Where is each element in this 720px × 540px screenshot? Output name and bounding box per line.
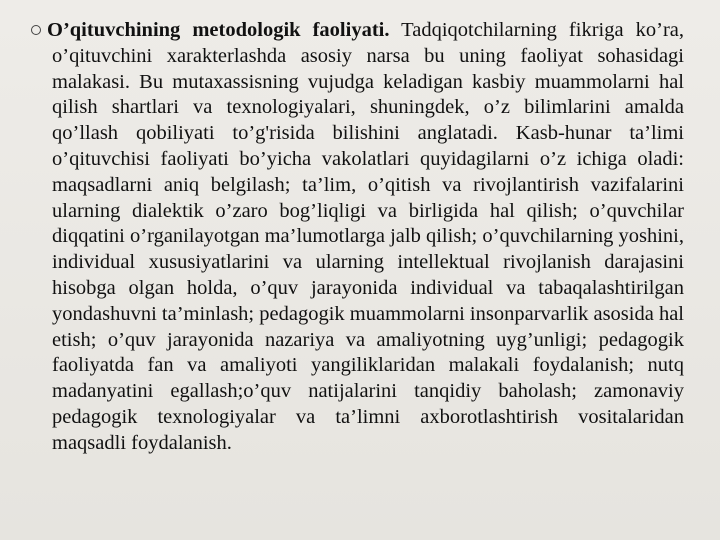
slide-heading: O’qituvchining metodologik faoliyati. [47, 19, 390, 41]
slide-paragraph [47, 18, 685, 457]
slide-body-text: Tadqiqotchilarning fikriga ko’ra, o’qituvchini xarakterlashda asosiy narsa bu uning faoliyat sohasidagi malakasi. Bu mutaxassisning vujudga keladigan kasbiy muammolarni hal qilish shartlari va texnologiyalari, shuningdek, o’z bilimlarini amalda qo’llash qobiliyati to’g'risida bilishini anglatadi. Kasb-hunar ta’limi o’qituvchisi faoliyati bo’yicha vakolatlari quyidagilarni o’z ichiga oladi: maqsadlarni aniq belgilash; ta’lim, o’qitish va rivojlantirish vazifalarini ularning dialektik o’zaro bog’liqligi va birligida hal qilish; o’quvchilar diqqatini o’rganilayotgan ma’lumotlarga jalb qilish; o’quvchilarning yoshini, individual xususiyatlarini va ularning intellektual rivojlanish darajasini hisobga olgan holda, o’quv jarayonida individual va tabaqalashtirilgan yondashuvni ta’minlash; pedagogik muammolarni insonparvarlik asosida hal etish; o’quv jarayonida nazariya va amaliyotning uyg’unligi; pedagogik faoliyatda fan va amaliyoti yangiliklaridan malakali foydalanish; nutq madanyatini egallash;o’quv natijalarini tanqidiy baholash; zamonaviy pedagogik texnologiyalar va ta’limni axborotlashtirish vositalaridan maqsadli foydalanish. [52, 19, 685, 454]
bullet-circle-icon [31, 25, 41, 35]
